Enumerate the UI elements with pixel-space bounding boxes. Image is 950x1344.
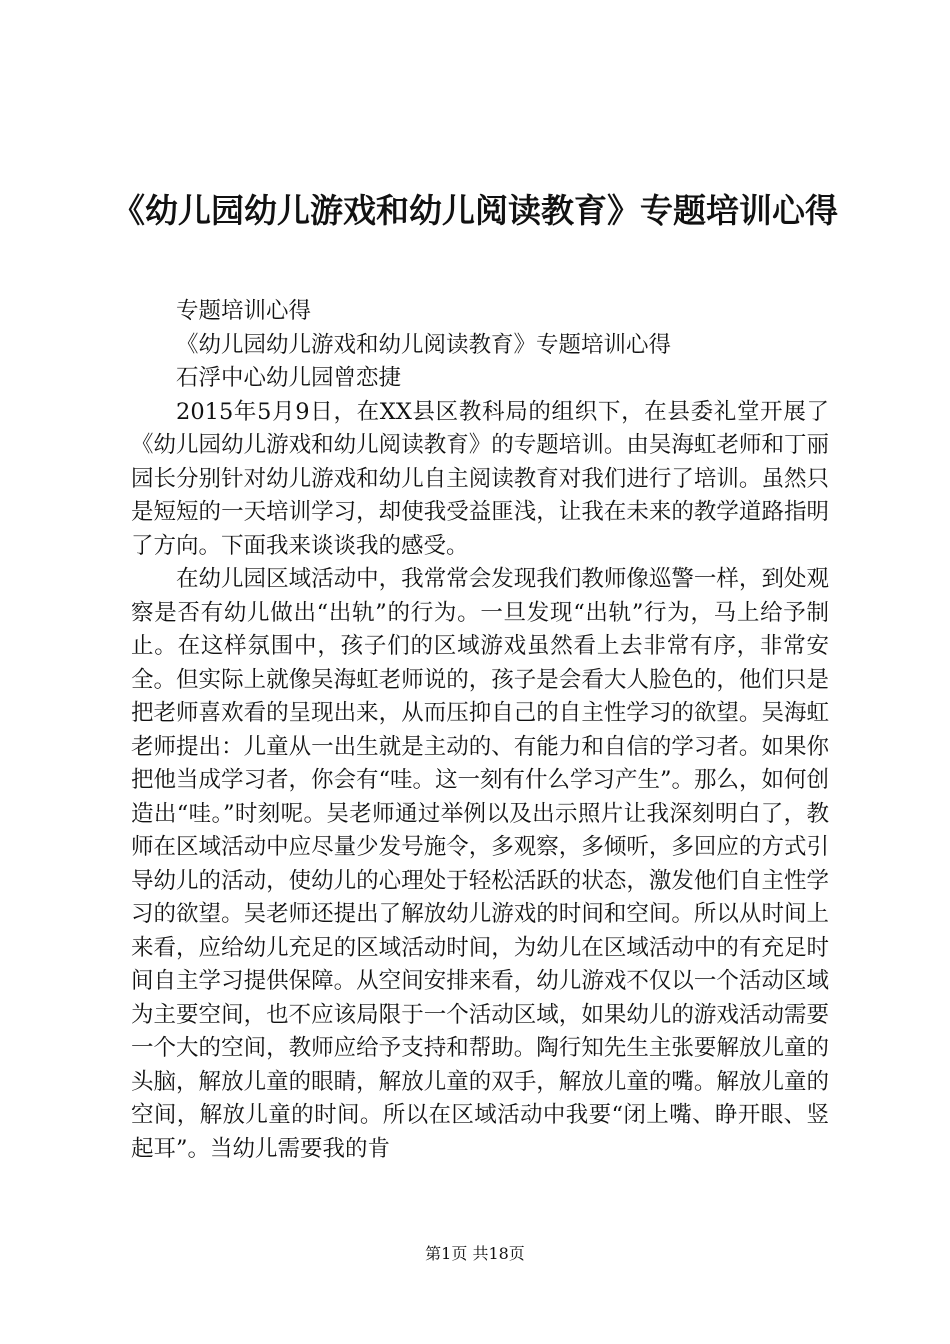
paragraph-author: 石浮中心幼儿园曾恋捷 bbox=[176, 365, 402, 391]
document-title: 《幼儿园幼儿游戏和幼儿阅读教育》专题培训心得 bbox=[112, 191, 838, 230]
paragraph-main: 在幼儿园区域活动中，我常常会发现我们教师像巡警一样，到处观察是否有幼儿做出“出轨”的行为。一旦发现“出轨”行为，马上给予制止。在这样氛围中，孩子们的区域游戏虽然看上去非常有序，非常安全。但实际上就像吴海虹老师说的，孩子是会看大人脸色的，他们只是把老师喜欢看的呈现出来，从而压抑自己的自主性学习的欲望。吴海虹老师提出：儿童从一出生就是主动的、有能力和自信的学习者。如果你把他当成学习者，你会有“哇。这一刻有什么学习产生”。那么，如何创造出“哇。”时刻呢。吴老师通过举例以及出示照片让我深刻明白了，教师在区域活动中应尽量少发号施令，多观察，多倾听，多回应的方式引导幼儿的活动，使幼儿的心理处于轻松活跃的状态，激发他们自主性学习的欲望。吴老师还提出了解放幼儿游戏的时间和空间。所以从时间上来看，应给幼儿充足的区域活动时间，为幼儿在区域活动中的有充足时间自主学习提供保障。从空间安排来看，幼儿游戏不仅以一个活动区域为主要空间，也不应该局限于一个活动区域，如果幼儿的游戏活动需要一个大的空间，教师应给予支持和帮助。陶行知先生主张要解放儿童的头脑，解放儿童的眼睛，解放儿童的双手，解放儿童的嘴。解放儿童的空间，解放儿童的时间。所以在区域活动中我要“闭上嘴、睁开眼、竖起耳”。当幼儿需要我的肯 bbox=[131, 566, 830, 1162]
paragraph-intro: 2015年5月9日，在XX县区教科局的组织下，在县委礼堂开展了《幼儿园幼儿游戏和幼儿阅读教育》的专题培训。由吴海虹老师和丁丽园长分别针对幼儿游戏和幼儿自主阅读教育对我们进行了培训。虽然只是短短的一天培训学习，却使我受益匪浅，让我在未来的教学道路指明了方向。下面我来谈谈我的感受。 bbox=[131, 398, 829, 559]
paragraph-full-title: 《幼儿园幼儿游戏和幼儿阅读教育》专题培训心得 bbox=[176, 331, 672, 358]
paragraph-subtitle: 专题培训心得 bbox=[176, 298, 312, 324]
document-body bbox=[131, 295, 829, 1166]
page-footer: 第1页 共18页 bbox=[425, 1244, 525, 1263]
